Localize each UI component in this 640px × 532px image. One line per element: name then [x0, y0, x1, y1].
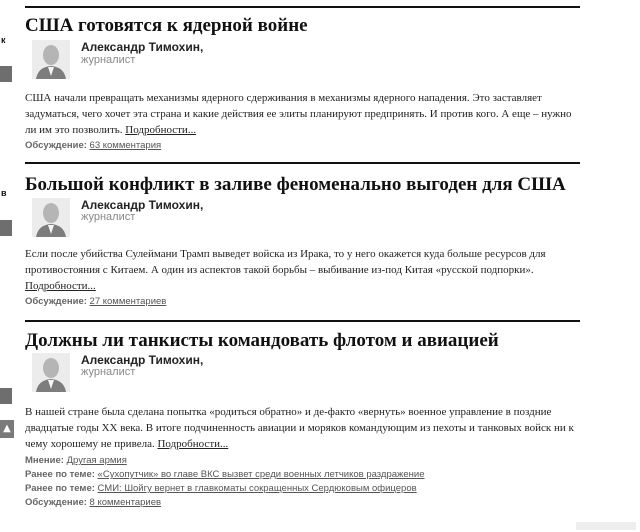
gutter-letter: в	[1, 188, 7, 198]
gutter-block	[0, 220, 12, 236]
discussion-label: Обсуждение:	[25, 140, 87, 151]
divider	[25, 320, 580, 322]
page-edge-decoration	[576, 522, 636, 530]
more-link[interactable]: Подробности...	[157, 438, 229, 450]
more-link[interactable]: Подробности...	[25, 280, 96, 292]
related-link[interactable]: СМИ: Шойгу вернет в главкоматы сокращенных Сердюковым офицеров	[97, 483, 417, 494]
discussion-meta	[25, 497, 161, 508]
more-link[interactable]: Подробности...	[125, 124, 197, 136]
discussion-label: Обсуждение:	[25, 497, 87, 508]
lead-text: В нашей стране была сделана попытка «родиться обратно» и де-факто «вернуть» военное управление в поздние двадцатые годы XX века. В итоге подчиненность авиации и моряков командующим из пехоты и танковых войск ни к чему хорошему не привела.	[25, 406, 574, 450]
discussion-meta	[25, 140, 161, 151]
article-lead	[25, 90, 580, 138]
author-name[interactable]: Александр Тимохин,	[81, 40, 204, 54]
related-label: Ранее по теме:	[25, 469, 95, 480]
author-role: журналист	[81, 366, 136, 378]
lead-text: США начали превращать механизмы ядерного сдерживания в механизмы ядерного нападения. Это заставляет задуматься, чего хочет эта страна и какие действия ее элиты планируют предпринять. И против кого. А еще – нужно ли им это позволить.	[25, 92, 572, 136]
gutter-block	[0, 388, 12, 404]
article-title[interactable]: Должны ли танкисты командовать флотом и авиацией	[25, 330, 499, 351]
article-lead	[25, 404, 580, 452]
chevron-up-icon[interactable]: ▲	[0, 420, 14, 438]
related-link[interactable]: «Сухопутчик» во главе ВКС вызвет среди военных летчиков раздражение	[97, 469, 425, 480]
discussion-link[interactable]: 8 комментариев	[89, 497, 162, 508]
article-title[interactable]: США готовятся к ядерной войне	[25, 15, 308, 36]
lead-text: Если после убийства Сулеймани Трамп выведет войска из Ирака, то у него окажется куда больше ресурсов для противостояния с Китаем. А один из аспектов такой борьбы – выбивание из-под Китая «русской подпорки».	[25, 248, 546, 276]
article-lead	[25, 246, 580, 294]
discussion-link[interactable]: 27 комментариев	[89, 296, 167, 307]
discussion-meta	[25, 296, 166, 307]
discussion-link[interactable]: 63 комментария	[89, 140, 162, 151]
author-name[interactable]: Александр Тимохин,	[81, 353, 204, 367]
author-avatar[interactable]	[32, 40, 70, 79]
related-meta	[25, 483, 417, 494]
discussion-label: Обсуждение:	[25, 296, 87, 307]
related-label: Ранее по теме:	[25, 483, 95, 494]
opinion-label: Мнение:	[25, 455, 64, 466]
article-title[interactable]: Большой конфликт в заливе феноменально выгоден для США	[25, 174, 566, 195]
left-gutter	[0, 0, 14, 532]
gutter-letter: к	[1, 35, 6, 45]
divider	[25, 162, 580, 164]
gutter-block	[0, 66, 12, 82]
opinion-link[interactable]: Другая армия	[66, 455, 127, 466]
related-meta	[25, 469, 425, 480]
author-role: журналист	[81, 211, 136, 223]
author-avatar[interactable]	[32, 198, 70, 237]
opinion-meta	[25, 455, 127, 466]
divider	[25, 6, 580, 8]
author-avatar[interactable]	[32, 353, 70, 392]
author-name[interactable]: Александр Тимохин,	[81, 198, 204, 212]
author-role: журналист	[81, 54, 136, 66]
